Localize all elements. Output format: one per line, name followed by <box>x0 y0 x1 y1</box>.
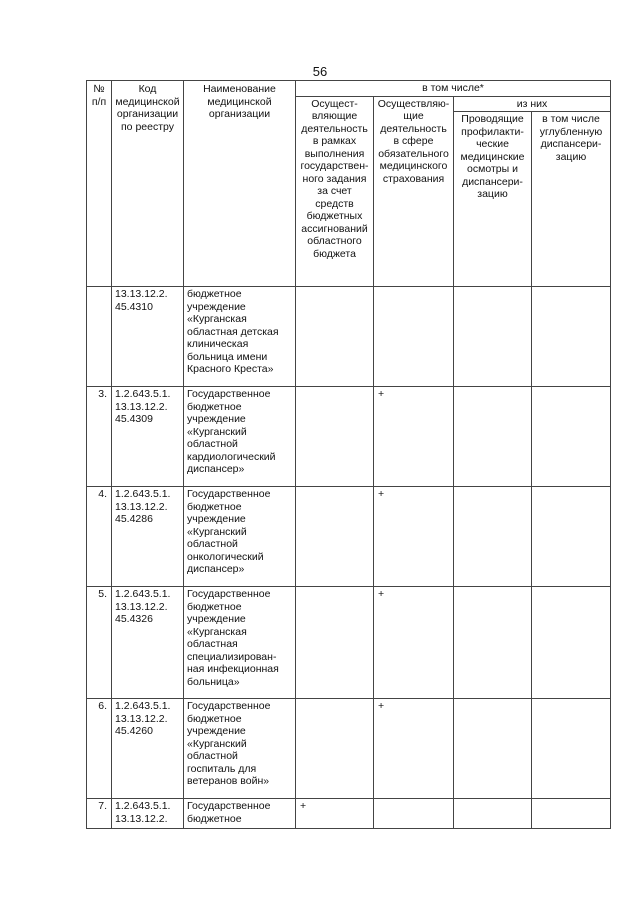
cell-name: Государственное бюджетное учреждение «Курганский областной онкологический диспансер» <box>184 487 296 587</box>
cell-name: Государственное бюджетное учреждение «Курганский областной кардиологический диспансер» <box>184 387 296 487</box>
cell-prof <box>454 487 532 587</box>
cell-code: 1.2.643.5.1. 13.13.12.2. <box>112 799 184 829</box>
cell-budget <box>296 487 374 587</box>
header-deep: в том числе углубленную диспансери- зацию <box>532 112 611 287</box>
cell-prof <box>454 699 532 799</box>
cell-oms <box>374 799 454 829</box>
cell-oms <box>374 287 454 387</box>
cell-name: Государственное бюджетное учреждение «Курганский областной госпиталь для ветеранов войн» <box>184 699 296 799</box>
cell-budget <box>296 287 374 387</box>
table-row <box>87 387 611 487</box>
cell-num: 3. <box>87 387 112 487</box>
table-row <box>87 487 611 587</box>
cell-code: 1.2.643.5.1. 13.13.12.2. 45.4260 <box>112 699 184 799</box>
table-row <box>87 699 611 799</box>
header-oms: Осуществляю- щие деятельность в сфере обязательного медицинского страхования <box>374 96 454 287</box>
cell-prof <box>454 587 532 699</box>
cell-num <box>87 287 112 387</box>
cell-code: 1.2.643.5.1. 13.13.12.2. 45.4309 <box>112 387 184 487</box>
organizations-table <box>86 80 611 829</box>
header-code: Код медицинской организации по реестру <box>112 81 184 287</box>
cell-oms: + <box>374 587 454 699</box>
cell-deep <box>532 799 611 829</box>
cell-num: 6. <box>87 699 112 799</box>
header-name: Наименование медицинской организации <box>184 81 296 287</box>
cell-deep <box>532 699 611 799</box>
cell-oms: + <box>374 387 454 487</box>
header-num: № п/п <box>87 81 112 287</box>
cell-num: 7. <box>87 799 112 829</box>
cell-deep <box>532 387 611 487</box>
header-incl: в том числе* <box>296 81 611 97</box>
cell-budget <box>296 387 374 487</box>
cell-budget <box>296 587 374 699</box>
cell-prof <box>454 387 532 487</box>
cell-prof <box>454 799 532 829</box>
cell-code: 13.13.12.2. 45.4310 <box>112 287 184 387</box>
table-row <box>87 587 611 699</box>
cell-deep <box>532 287 611 387</box>
cell-budget: + <box>296 799 374 829</box>
page-number: 56 <box>312 64 328 79</box>
table-row <box>87 799 611 829</box>
cell-num: 5. <box>87 587 112 699</box>
cell-name: Государственное бюджетное учреждение «Курганская областная специализирован- ная инфекционная больница» <box>184 587 296 699</box>
cell-code: 1.2.643.5.1. 13.13.12.2. 45.4326 <box>112 587 184 699</box>
cell-budget <box>296 699 374 799</box>
header-prof: Проводящие профилакти- ческие медицинские осмотры и диспансери- зацию <box>454 112 532 287</box>
header-of-them: из них <box>454 96 611 112</box>
cell-name: бюджетное учреждение «Курганская областная детская клиническая больница имени Красного Креста» <box>184 287 296 387</box>
cell-oms: + <box>374 487 454 587</box>
cell-oms: + <box>374 699 454 799</box>
cell-deep <box>532 487 611 587</box>
header-budget: Осущест- вляющие деятельность в рамках выполнения государствен- ного задания за счет средств бюджетных ассигнований областного бюджета <box>296 96 374 287</box>
cell-code: 1.2.643.5.1. 13.13.12.2. 45.4286 <box>112 487 184 587</box>
cell-prof <box>454 287 532 387</box>
cell-num: 4. <box>87 487 112 587</box>
table-row <box>87 287 611 387</box>
cell-name: Государственное бюджетное <box>184 799 296 829</box>
cell-deep <box>532 587 611 699</box>
